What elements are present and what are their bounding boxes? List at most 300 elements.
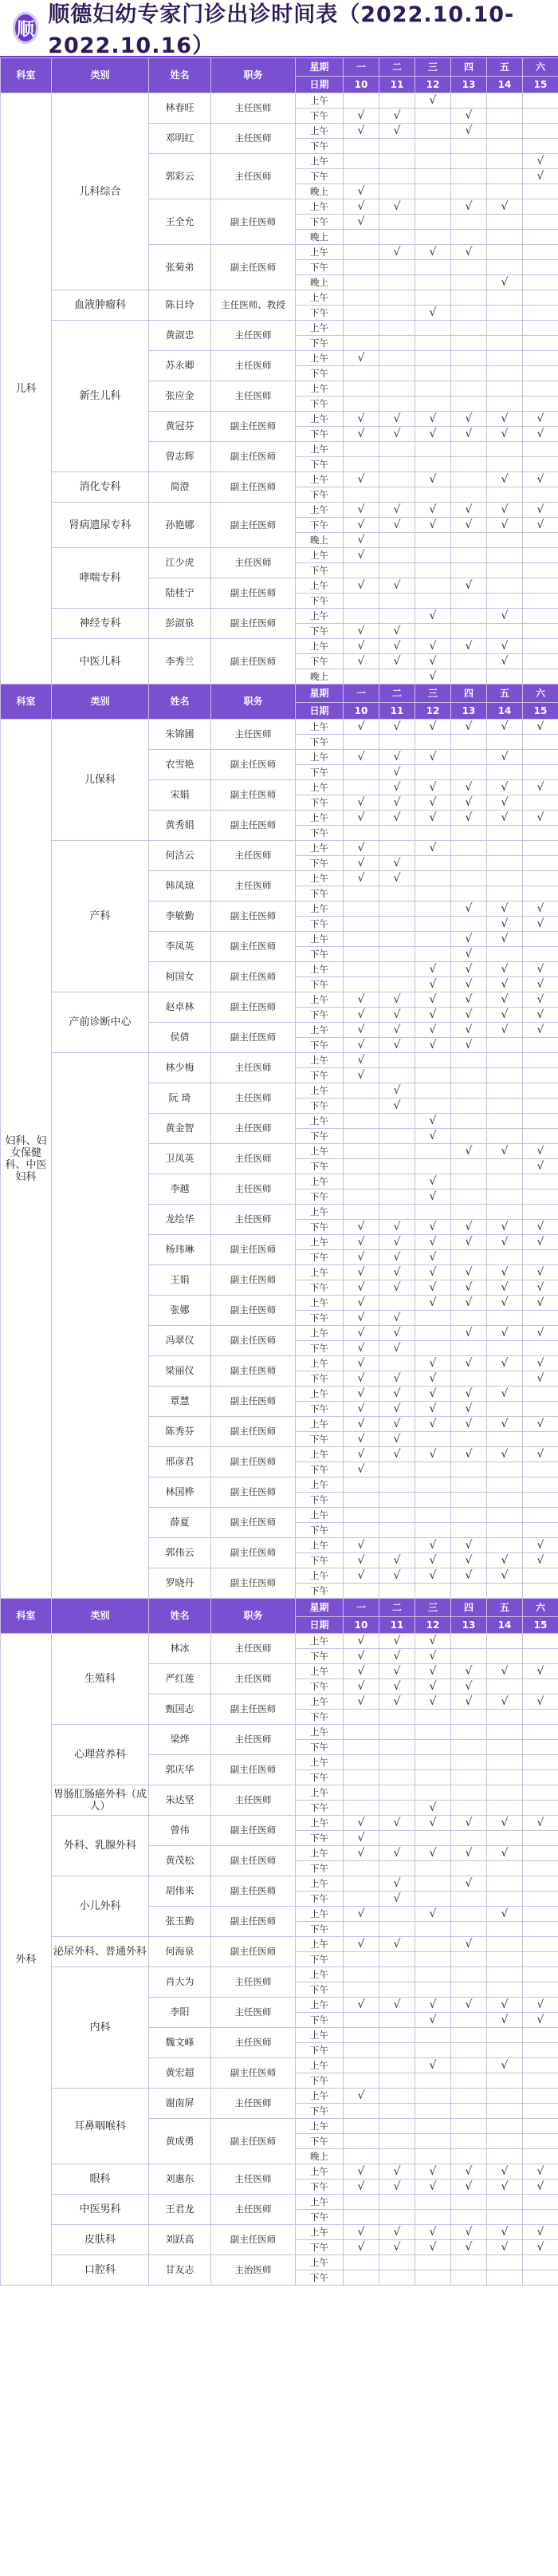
schedule-cell: √ bbox=[487, 1265, 523, 1280]
schedule-cell bbox=[415, 2089, 451, 2104]
slot-label: 上午 bbox=[296, 1725, 344, 1740]
schedule-cell bbox=[451, 396, 487, 412]
col-position-header: 职务 bbox=[211, 1599, 296, 1634]
doctor-name: 王全允 bbox=[149, 199, 211, 245]
schedule-cell: √ bbox=[415, 1816, 451, 1831]
schedule-cell bbox=[415, 184, 451, 199]
slot-label: 上午 bbox=[296, 1664, 344, 1679]
doctor-name: 梁烨 bbox=[149, 1725, 211, 1755]
slot-label: 上午 bbox=[296, 1937, 344, 1952]
doctor-title: 主任医师 bbox=[211, 1967, 296, 1998]
schedule-cell: √ bbox=[379, 124, 415, 139]
col-date-label: 日期 bbox=[296, 77, 344, 93]
slot-label: 上午 bbox=[296, 154, 344, 169]
schedule-cell bbox=[451, 2104, 487, 2119]
slot-label: 下午 bbox=[296, 2073, 344, 2089]
doctor-title: 副主任医师 bbox=[211, 1296, 296, 1326]
schedule-cell bbox=[523, 1053, 558, 1068]
schedule-cell bbox=[487, 245, 523, 260]
schedule-cell bbox=[487, 1402, 523, 1417]
schedule-cell bbox=[344, 947, 379, 962]
slot-label: 下午 bbox=[296, 1553, 344, 1568]
schedule-cell bbox=[379, 1861, 415, 1876]
schedule-cell: √ bbox=[487, 1568, 523, 1584]
schedule-cell: √ bbox=[344, 1447, 379, 1462]
schedule-cell bbox=[523, 826, 558, 841]
schedule-cell bbox=[451, 1982, 487, 1998]
schedule-cell bbox=[344, 260, 379, 275]
schedule-cell: √ bbox=[379, 1649, 415, 1664]
schedule-cell bbox=[379, 442, 415, 457]
schedule-cell bbox=[415, 871, 451, 886]
schedule-cell bbox=[379, 1538, 415, 1553]
schedule-cell bbox=[415, 199, 451, 215]
schedule-cell bbox=[487, 624, 523, 639]
doctor-name: 王君龙 bbox=[149, 2195, 211, 2225]
schedule-cell: √ bbox=[415, 841, 451, 856]
slot-label: 下午 bbox=[296, 1099, 344, 1114]
schedule-cell bbox=[451, 2255, 487, 2270]
schedule-cell bbox=[415, 2149, 451, 2164]
schedule-cell: √ bbox=[344, 1816, 379, 1831]
schedule-cell bbox=[451, 1250, 487, 1265]
doctor-title: 主任医师 bbox=[211, 1725, 296, 1755]
schedule-cell bbox=[451, 856, 487, 871]
schedule-cell: √ bbox=[523, 1023, 558, 1038]
schedule-cell bbox=[379, 2119, 415, 2134]
schedule-cell: √ bbox=[523, 720, 558, 735]
slot-label: 下午 bbox=[296, 856, 344, 871]
slot-label: 下午 bbox=[296, 1311, 344, 1326]
schedule-cell bbox=[523, 795, 558, 811]
dept-cell: 神经专科 bbox=[52, 609, 149, 639]
schedule-cell: √ bbox=[487, 901, 523, 917]
doctor-title: 副主任医师 bbox=[211, 2058, 296, 2089]
schedule-cell bbox=[344, 245, 379, 260]
slot-label: 下午 bbox=[296, 977, 344, 992]
schedule-cell bbox=[379, 1129, 415, 1144]
schedule-cell bbox=[415, 1477, 451, 1493]
schedule-row bbox=[1, 2195, 558, 2210]
slot-label: 上午 bbox=[296, 1387, 344, 1402]
schedule-cell bbox=[451, 1649, 487, 1664]
schedule-cell: √ bbox=[344, 871, 379, 886]
schedule-cell bbox=[523, 1432, 558, 1447]
schedule-cell bbox=[451, 260, 487, 275]
schedule-cell bbox=[523, 886, 558, 901]
schedule-cell bbox=[379, 2104, 415, 2119]
doctor-name: 郭伟云 bbox=[149, 1538, 211, 1568]
weekday-header: 四 bbox=[451, 1599, 487, 1617]
slot-label: 上午 bbox=[296, 2028, 344, 2043]
schedule-cell bbox=[379, 1922, 415, 1937]
schedule-cell: √ bbox=[487, 1664, 523, 1679]
schedule-cell bbox=[523, 2119, 558, 2134]
schedule-cell bbox=[523, 533, 558, 548]
slot-label: 上午 bbox=[296, 1205, 344, 1220]
schedule-cell bbox=[487, 215, 523, 230]
schedule-cell bbox=[344, 457, 379, 472]
slot-label: 上午 bbox=[296, 245, 344, 260]
dept-cell: 中医儿科 bbox=[52, 639, 149, 684]
schedule-cell: √ bbox=[451, 1679, 487, 1694]
header-row-weekday bbox=[1, 1599, 558, 1617]
schedule-cell bbox=[523, 1770, 558, 1785]
schedule-cell bbox=[523, 457, 558, 472]
schedule-cell bbox=[415, 2195, 451, 2210]
schedule-cell bbox=[451, 154, 487, 169]
date-header: 10 bbox=[344, 1617, 379, 1634]
schedule-cell bbox=[523, 1477, 558, 1493]
division-cell: 妇科、妇女保健科、中医妇科 bbox=[1, 720, 52, 1599]
schedule-cell: √ bbox=[415, 2180, 451, 2195]
schedule-cell: √ bbox=[451, 1144, 487, 1159]
schedule-cell bbox=[415, 290, 451, 306]
schedule-cell bbox=[451, 1710, 487, 1725]
dept-cell: 新生儿科 bbox=[52, 321, 149, 472]
schedule-row bbox=[1, 1725, 558, 1740]
schedule-cell: √ bbox=[379, 1326, 415, 1341]
schedule-cell: √ bbox=[379, 1816, 415, 1831]
schedule-cell: √ bbox=[415, 2240, 451, 2255]
date-header: 15 bbox=[523, 703, 558, 720]
slot-label: 上午 bbox=[296, 1967, 344, 1982]
weekday-header: 二 bbox=[379, 58, 415, 77]
slot-label: 上午 bbox=[296, 1477, 344, 1493]
schedule-cell: √ bbox=[379, 780, 415, 795]
schedule-cell bbox=[451, 139, 487, 154]
schedule-cell: √ bbox=[523, 503, 558, 518]
dept-cell: 皮肤科 bbox=[52, 2225, 149, 2255]
schedule-cell bbox=[415, 1876, 451, 1892]
schedule-cell bbox=[451, 1801, 487, 1816]
doctor-title: 主任医师 bbox=[211, 2164, 296, 2195]
schedule-cell bbox=[415, 886, 451, 901]
schedule-cell bbox=[451, 1861, 487, 1876]
slot-label: 上午 bbox=[296, 871, 344, 886]
schedule-cell: √ bbox=[379, 1008, 415, 1023]
schedule-cell bbox=[344, 1755, 379, 1770]
slot-label: 上午 bbox=[296, 1998, 344, 2013]
schedule-cell bbox=[415, 1083, 451, 1099]
schedule-cell bbox=[487, 1508, 523, 1523]
weekday-header: 一 bbox=[344, 684, 379, 703]
schedule-cell bbox=[344, 1189, 379, 1205]
schedule-cell: √ bbox=[344, 1907, 379, 1922]
doctor-name: 黄冠芬 bbox=[149, 412, 211, 442]
schedule-cell: √ bbox=[487, 2180, 523, 2195]
schedule-cell: √ bbox=[344, 720, 379, 735]
schedule-row bbox=[1, 2089, 558, 2104]
schedule-cell bbox=[523, 215, 558, 230]
doctor-title: 副主任医师 bbox=[211, 1755, 296, 1785]
schedule-cell bbox=[451, 366, 487, 381]
schedule-cell bbox=[344, 1099, 379, 1114]
schedule-cell bbox=[523, 1876, 558, 1892]
schedule-cell bbox=[379, 1982, 415, 1998]
schedule-cell: √ bbox=[344, 1068, 379, 1083]
slot-label: 上午 bbox=[296, 639, 344, 654]
schedule-cell: √ bbox=[451, 1008, 487, 1023]
schedule-cell: √ bbox=[487, 2164, 523, 2180]
slot-label: 上午 bbox=[296, 199, 344, 215]
schedule-cell bbox=[379, 306, 415, 321]
schedule-cell bbox=[379, 1967, 415, 1982]
doctor-name: 张应金 bbox=[149, 381, 211, 412]
schedule-cell: √ bbox=[487, 962, 523, 977]
schedule-cell: √ bbox=[344, 199, 379, 215]
col-weekday-label: 星期 bbox=[296, 58, 344, 77]
schedule-cell bbox=[451, 1341, 487, 1356]
schedule-cell bbox=[451, 2210, 487, 2225]
schedule-cell: √ bbox=[415, 306, 451, 321]
schedule-cell bbox=[523, 1568, 558, 1584]
schedule-cell bbox=[415, 1493, 451, 1508]
doctor-title: 副主任医师 bbox=[211, 245, 296, 290]
schedule-cell bbox=[344, 1493, 379, 1508]
slot-label: 上午 bbox=[296, 1876, 344, 1892]
slot-label: 下午 bbox=[296, 396, 344, 412]
schedule-cell bbox=[523, 1038, 558, 1053]
schedule-cell bbox=[487, 2089, 523, 2104]
schedule-cell: √ bbox=[415, 1679, 451, 1694]
schedule-cell: √ bbox=[415, 412, 451, 427]
schedule-cell bbox=[344, 1083, 379, 1099]
schedule-cell: √ bbox=[344, 1937, 379, 1952]
schedule-cell bbox=[487, 1634, 523, 1649]
slot-label: 晚上 bbox=[296, 275, 344, 290]
schedule-cell: √ bbox=[344, 1038, 379, 1053]
schedule-cell: √ bbox=[487, 518, 523, 533]
date-header: 11 bbox=[379, 1617, 415, 1634]
schedule-cell: √ bbox=[415, 962, 451, 977]
schedule-cell bbox=[487, 1341, 523, 1356]
schedule-cell bbox=[415, 917, 451, 932]
slot-label: 上午 bbox=[296, 2164, 344, 2180]
slot-label: 下午 bbox=[296, 624, 344, 639]
schedule-cell bbox=[487, 1205, 523, 1220]
slot-label: 上午 bbox=[296, 472, 344, 487]
doctor-name: 魏文峰 bbox=[149, 2028, 211, 2058]
schedule-cell bbox=[487, 306, 523, 321]
schedule-cell bbox=[415, 230, 451, 245]
schedule-cell bbox=[379, 351, 415, 366]
dept-cell: 儿科综合 bbox=[52, 93, 149, 290]
schedule-cell: √ bbox=[344, 427, 379, 442]
weekday-header: 五 bbox=[487, 58, 523, 77]
schedule-cell bbox=[379, 487, 415, 503]
schedule-cell bbox=[415, 1952, 451, 1967]
slot-label: 下午 bbox=[296, 2013, 344, 2028]
schedule-cell bbox=[451, 184, 487, 199]
schedule-row bbox=[1, 93, 558, 108]
schedule-cell: √ bbox=[523, 1664, 558, 1679]
schedule-cell: √ bbox=[523, 1326, 558, 1341]
schedule-cell bbox=[379, 533, 415, 548]
schedule-cell: √ bbox=[451, 1235, 487, 1250]
schedule-cell bbox=[523, 1129, 558, 1144]
schedule-cell bbox=[523, 487, 558, 503]
schedule-cell bbox=[487, 93, 523, 108]
schedule-cell bbox=[379, 1770, 415, 1785]
schedule-cell bbox=[523, 735, 558, 750]
schedule-cell bbox=[379, 381, 415, 396]
schedule-cell bbox=[487, 2073, 523, 2089]
schedule-cell bbox=[451, 765, 487, 780]
schedule-cell: √ bbox=[379, 1387, 415, 1402]
slot-label: 上午 bbox=[296, 1816, 344, 1831]
schedule-cell bbox=[523, 1801, 558, 1816]
schedule-cell: √ bbox=[344, 639, 379, 654]
schedule-cell bbox=[415, 1982, 451, 1998]
schedule-cell bbox=[415, 2270, 451, 2286]
schedule-cell: √ bbox=[415, 720, 451, 735]
schedule-cell: √ bbox=[415, 2058, 451, 2073]
schedule-cell bbox=[487, 1801, 523, 1816]
schedule-cell: √ bbox=[344, 1387, 379, 1402]
schedule-cell bbox=[487, 1129, 523, 1144]
doctor-title: 副主任医师 bbox=[211, 1907, 296, 1937]
doctor-name: 韩凤琼 bbox=[149, 871, 211, 901]
schedule-cell: √ bbox=[379, 992, 415, 1008]
schedule-cell bbox=[451, 1952, 487, 1967]
schedule-cell bbox=[344, 381, 379, 396]
col-dept-header: 类别 bbox=[52, 684, 149, 720]
schedule-cell bbox=[487, 260, 523, 275]
schedule-cell bbox=[344, 169, 379, 184]
slot-label: 下午 bbox=[296, 765, 344, 780]
schedule-cell bbox=[523, 1341, 558, 1356]
schedule-cell: √ bbox=[451, 1326, 487, 1341]
schedule-cell bbox=[487, 1937, 523, 1952]
schedule-cell bbox=[415, 139, 451, 154]
schedule-cell: √ bbox=[344, 1220, 379, 1235]
schedule-cell bbox=[415, 260, 451, 275]
schedule-cell bbox=[415, 215, 451, 230]
schedule-cell: √ bbox=[523, 154, 558, 169]
slot-label: 上午 bbox=[296, 381, 344, 396]
schedule-cell bbox=[344, 1129, 379, 1144]
schedule-cell: √ bbox=[451, 1568, 487, 1584]
schedule-cell bbox=[487, 169, 523, 184]
schedule-cell bbox=[451, 1785, 487, 1801]
schedule-cell bbox=[344, 1584, 379, 1599]
doctor-name: 郭庆华 bbox=[149, 1755, 211, 1785]
doctor-name: 孙艳娜 bbox=[149, 503, 211, 548]
slot-label: 上午 bbox=[296, 962, 344, 977]
schedule-cell bbox=[523, 260, 558, 275]
schedule-cell bbox=[451, 1584, 487, 1599]
schedule-cell: √ bbox=[379, 1568, 415, 1584]
schedule-cell bbox=[379, 2073, 415, 2089]
schedule-cell bbox=[487, 578, 523, 594]
slot-label: 下午 bbox=[296, 1922, 344, 1937]
schedule-cell: √ bbox=[344, 1694, 379, 1710]
doctor-title: 副主任医师 bbox=[211, 780, 296, 811]
doctor-name: 刘跃高 bbox=[149, 2225, 211, 2255]
schedule-cell bbox=[523, 1311, 558, 1326]
schedule-cell: √ bbox=[344, 1053, 379, 1068]
schedule-cell bbox=[487, 1755, 523, 1770]
schedule-cell bbox=[451, 1740, 487, 1755]
schedule-cell: √ bbox=[379, 1679, 415, 1694]
schedule-cell bbox=[451, 351, 487, 366]
schedule-cell bbox=[451, 533, 487, 548]
doctor-name: 曾志辉 bbox=[149, 442, 211, 472]
schedule-row bbox=[1, 1967, 558, 1982]
schedule-cell: √ bbox=[415, 977, 451, 992]
col-name-header: 姓名 bbox=[149, 58, 211, 93]
slot-label: 下午 bbox=[296, 2180, 344, 2195]
schedule-cell: √ bbox=[415, 1280, 451, 1296]
schedule-cell bbox=[415, 826, 451, 841]
dept-cell: 血液肿瘤科 bbox=[52, 290, 149, 321]
schedule-cell: √ bbox=[487, 639, 523, 654]
schedule-cell bbox=[379, 886, 415, 901]
schedule-cell bbox=[451, 871, 487, 886]
schedule-cell: √ bbox=[344, 1311, 379, 1326]
schedule-cell bbox=[487, 1432, 523, 1447]
schedule-cell: √ bbox=[344, 1023, 379, 1038]
schedule-cell: √ bbox=[379, 1634, 415, 1649]
schedule-cell bbox=[415, 124, 451, 139]
schedule-cell bbox=[451, 1068, 487, 1083]
slot-label: 下午 bbox=[296, 1801, 344, 1816]
schedule-cell: √ bbox=[379, 578, 415, 594]
schedule-cell: √ bbox=[523, 518, 558, 533]
slot-label: 下午 bbox=[296, 826, 344, 841]
doctor-name: 李阳 bbox=[149, 1998, 211, 2028]
schedule-body bbox=[1, 58, 558, 2286]
dept-cell: 泌尿外科、普通外科 bbox=[52, 1937, 149, 1967]
doctor-name: 杨玮琳 bbox=[149, 1235, 211, 1265]
schedule-cell bbox=[379, 1174, 415, 1189]
date-header: 14 bbox=[487, 77, 523, 93]
schedule-cell bbox=[415, 457, 451, 472]
weekday-header: 二 bbox=[379, 684, 415, 703]
schedule-cell bbox=[451, 381, 487, 396]
schedule-cell bbox=[523, 290, 558, 306]
slot-label: 下午 bbox=[296, 2240, 344, 2255]
schedule-row bbox=[1, 720, 558, 735]
schedule-cell bbox=[523, 124, 558, 139]
date-header: 13 bbox=[451, 1617, 487, 1634]
schedule-cell bbox=[451, 826, 487, 841]
schedule-cell bbox=[344, 2210, 379, 2225]
doctor-title: 副主任医师 bbox=[211, 962, 296, 992]
schedule-cell: √ bbox=[379, 1876, 415, 1892]
schedule-cell bbox=[379, 1907, 415, 1922]
schedule-cell bbox=[344, 336, 379, 351]
schedule-cell bbox=[344, 321, 379, 336]
schedule-cell: √ bbox=[379, 1250, 415, 1265]
schedule-cell bbox=[415, 765, 451, 780]
schedule-cell bbox=[344, 1861, 379, 1876]
schedule-cell: √ bbox=[415, 1356, 451, 1371]
doctor-name: 甄国志 bbox=[149, 1694, 211, 1725]
schedule-cell: √ bbox=[415, 472, 451, 487]
schedule-cell: √ bbox=[379, 1892, 415, 1907]
schedule-cell bbox=[379, 93, 415, 108]
schedule-cell bbox=[344, 275, 379, 290]
schedule-cell bbox=[451, 1159, 487, 1174]
schedule-cell bbox=[487, 487, 523, 503]
doctor-title: 副主任医师 bbox=[211, 412, 296, 442]
schedule-cell bbox=[523, 624, 558, 639]
slot-label: 下午 bbox=[296, 169, 344, 184]
schedule-cell bbox=[451, 1523, 487, 1538]
slot-label: 下午 bbox=[296, 735, 344, 750]
